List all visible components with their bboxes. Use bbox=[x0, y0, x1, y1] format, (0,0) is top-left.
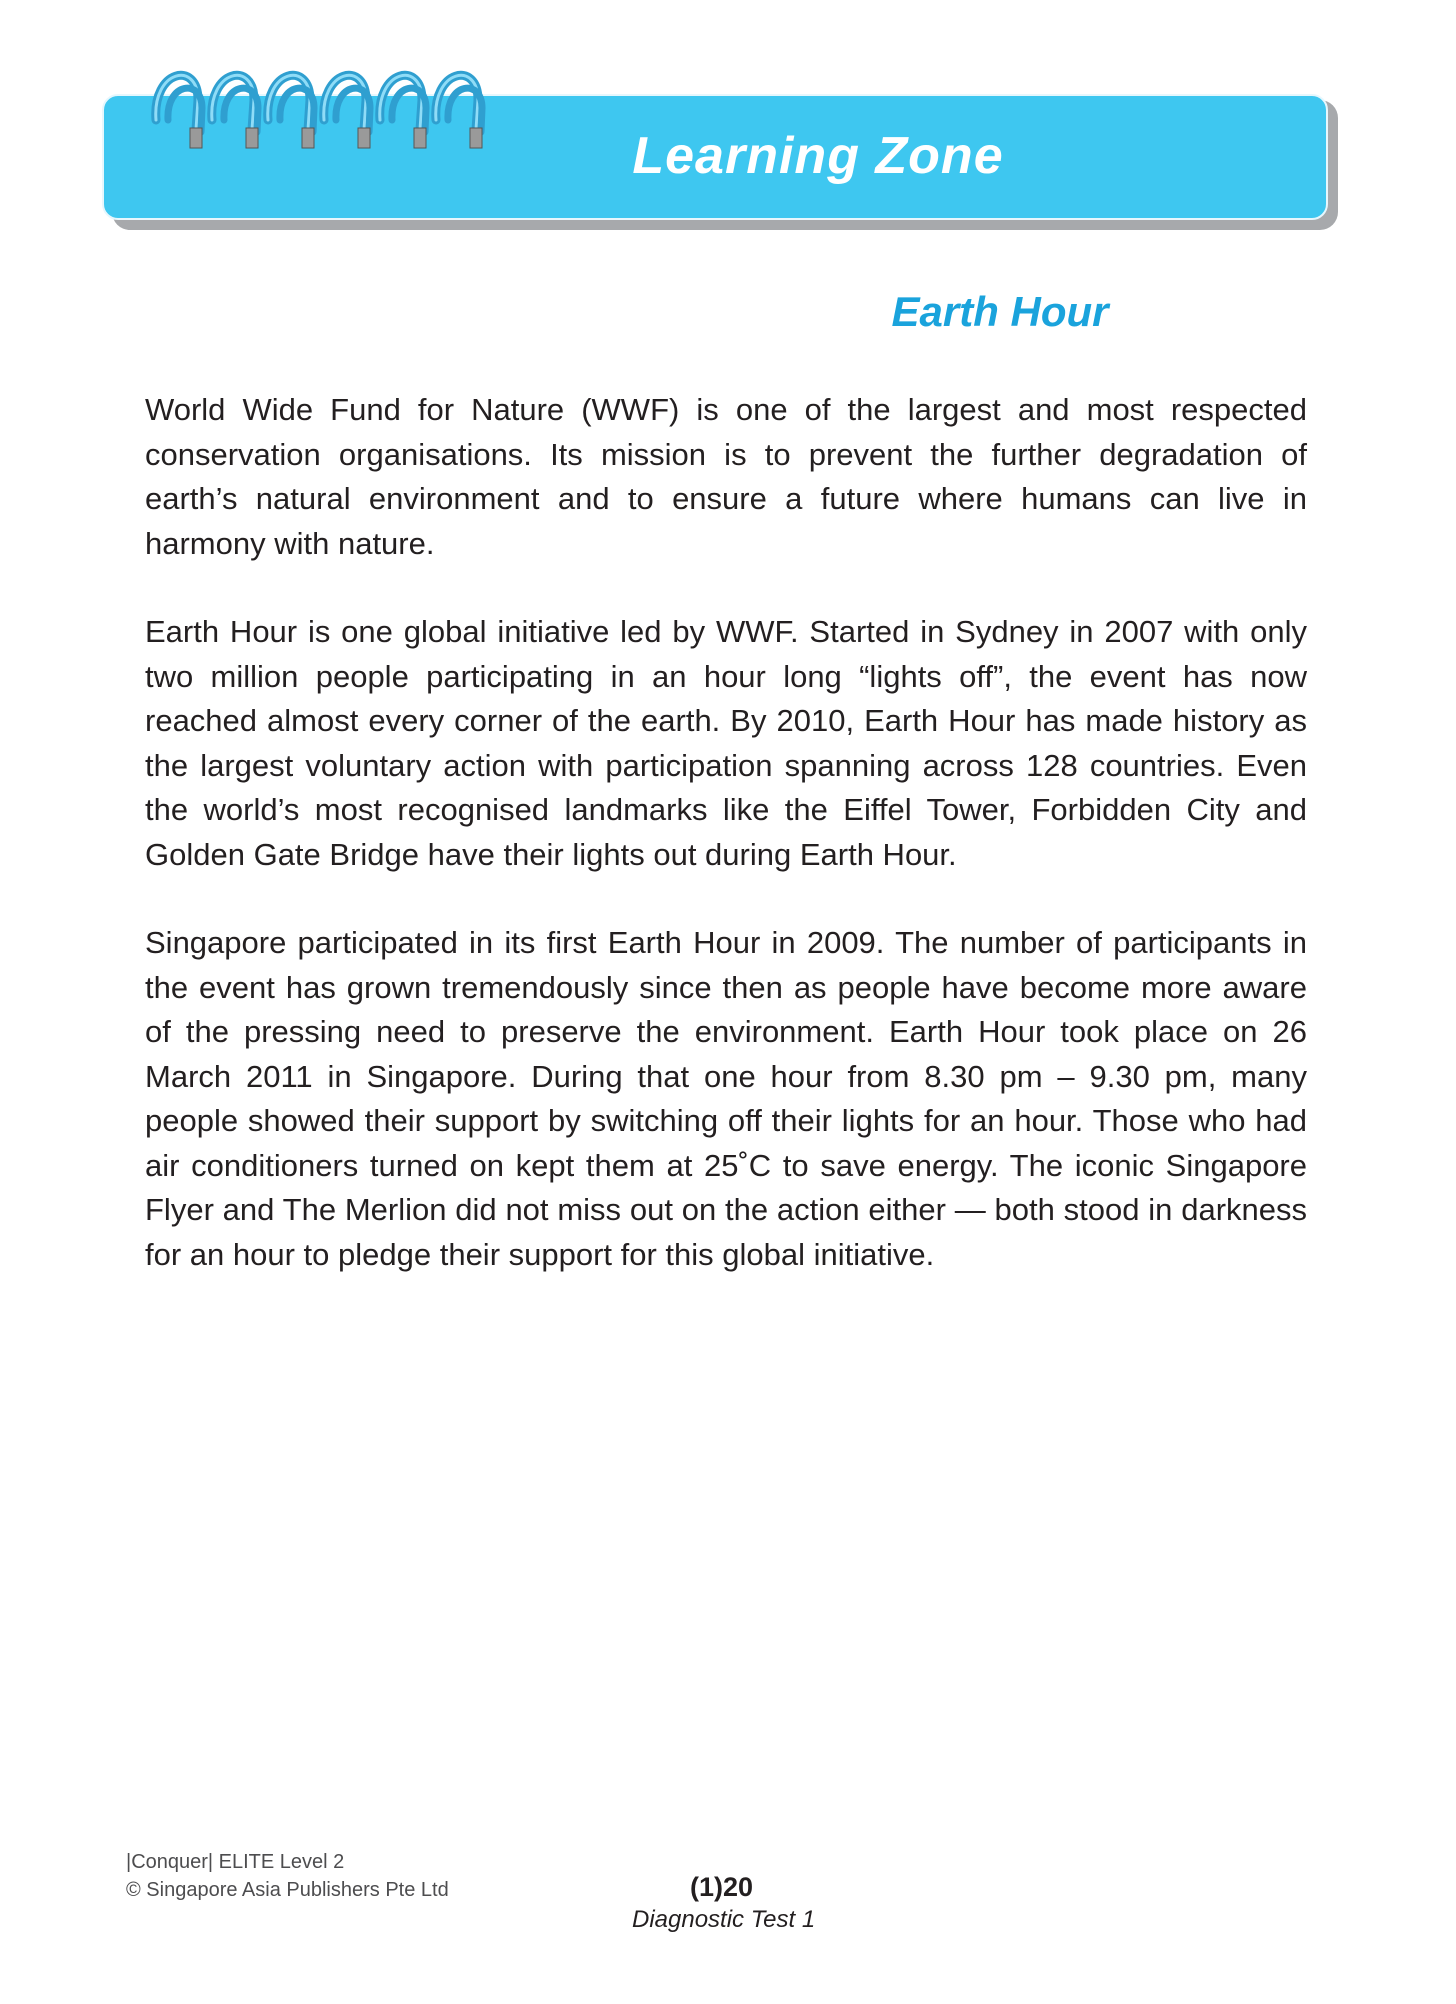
article-paragraph-1: World Wide Fund for Nature (WWF) is one of the largest and most respected conservation organisations. Its mission is to prevent the further degradation of earth’s natural environment and to ensure a future where humans can live in harmony with nature. bbox=[145, 392, 1307, 561]
footer-test-name: Diagnostic Test 1 bbox=[632, 1906, 816, 1933]
article-paragraph-3: Singapore participated in its first Earth Hour in 2009. The number of participants in the event has grown tremendously since then as people have become more aware of the pressing need to preserve the environment. Earth Hour took place on 26 March 2011 in Singapore. During that one hour from 8.30 pm – 9.30 pm, many people showed their support by switching off their lights for an hour. Those who had air conditioners turned on kept them at 25˚C to save energy. The iconic Singapore Flyer and The Merlion did not miss out on the action either — both stood in darkness for an hour to pledge their support for this global initiative. bbox=[145, 925, 1307, 1272]
footer-series: |Conquer| ELITE Level 2 bbox=[126, 1851, 345, 1873]
header-banner bbox=[98, 60, 1344, 236]
article-paragraph-2: Earth Hour is one global initiative led by WWF. Started in Sydney in 2007 with only two million people participating in an hour long “lights off”, the event has now reached almost every corner of the earth. By 2010, Earth Hour has made history as the largest voluntary action with participation spanning across 128 countries. Even the world’s most recognised landmarks like the Eiffel Tower, Forbidden City and Golden Gate Bridge have their lights out during Earth Hour. bbox=[145, 614, 1307, 872]
footer-copyright: © Singapore Asia Publishers Pte Ltd bbox=[126, 1879, 449, 1901]
article-title-row bbox=[0, 288, 1456, 336]
banner-title: Learning Zone bbox=[632, 127, 1004, 185]
page-number: (1)20 bbox=[690, 1872, 754, 1902]
article-body bbox=[145, 388, 1307, 1321]
article-title: Earth Hour bbox=[891, 288, 1109, 335]
footer-publisher bbox=[126, 1848, 449, 1904]
